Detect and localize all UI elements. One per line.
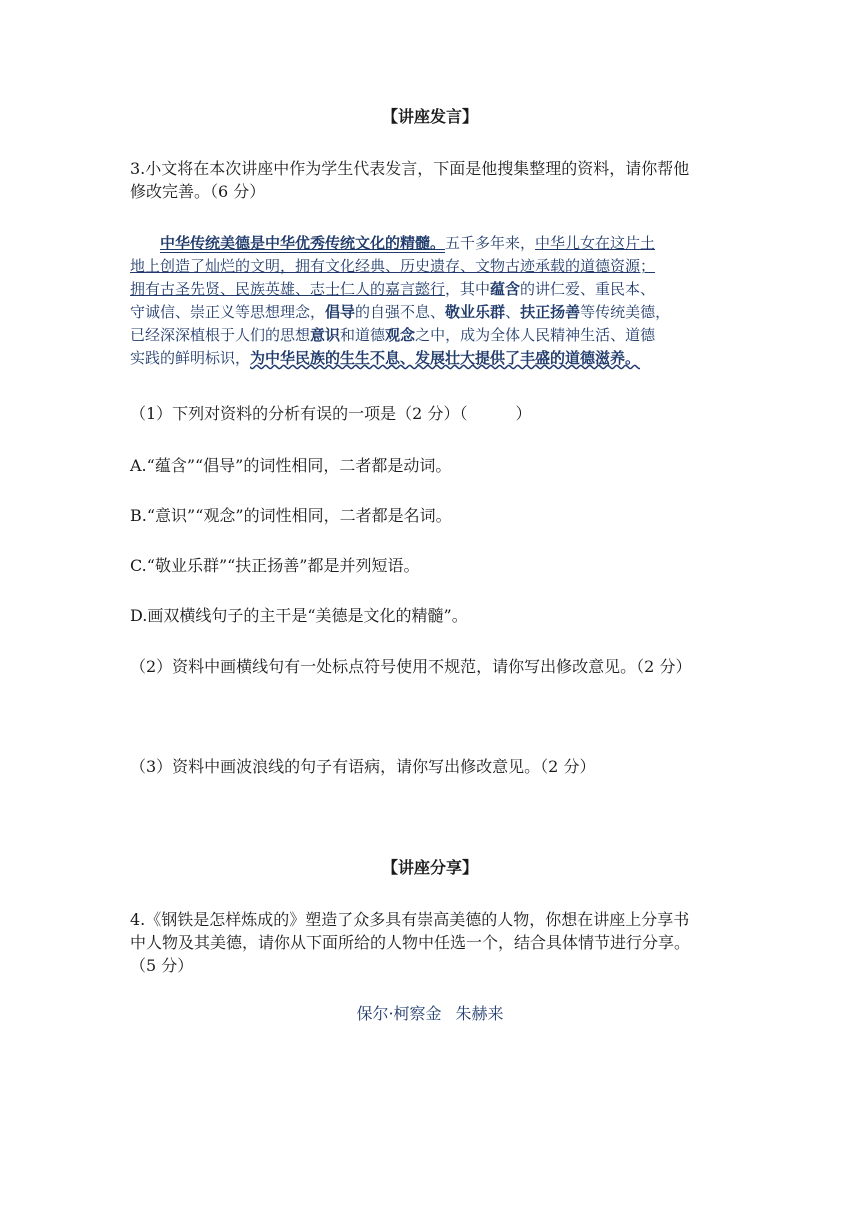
reference-passage — [130, 232, 730, 372]
option-d: D.画双横线句子的主干是“美德是文化的精髓”。 — [130, 606, 468, 625]
double-underlined-sentence: 中华传统美德是中华优秀传统文化的精髓。 — [160, 234, 446, 252]
option-a: A.“蕴含”“倡导”的词性相同，二者都是动词。 — [130, 456, 452, 475]
question-4-line-2: 中人物及其美德，请你从下面所给的人物中任选一个，结合具体情节进行分享。 — [130, 933, 691, 952]
character-paul-korchagin: 保尔·柯察金 — [356, 1004, 442, 1023]
option-c: C.“敬业乐群”“扶正扬善”都是并列短语。 — [130, 556, 420, 575]
word-guannian: 观念 — [385, 326, 416, 344]
word-changdao: 倡导 — [325, 303, 356, 321]
question-3-1: （1）下列对资料的分析有误的一项是（2 分）（ ） — [130, 404, 532, 423]
passage-line-4: 守诚信、崇正义等思想理念，倡导的自强不息、敬业乐群、扶正扬善等传统美德， — [130, 303, 671, 321]
word-yishi: 意识 — [310, 326, 341, 344]
passage-line-2: 地上创造了灿烂的文明，拥有文化经典、历史遗存、文物古迹承载的道德资源； — [130, 257, 656, 275]
phrase-jingye-lequn: 敬业乐群 — [445, 303, 506, 321]
question-3-3: （3）资料中画波浪线的句子有语病，请你写出修改意见。（2 分） — [130, 757, 596, 776]
underlined-sentence: 中华儿女在这片土 — [535, 234, 656, 252]
word-yunhan: 蕴含 — [490, 280, 521, 298]
passage-line-3: 拥有古圣先贤、民族英雄、志士仁人的嘉言懿行，其中蕴含的讲仁爱、重民本、 — [130, 280, 656, 298]
section-heading-lecture-share: 【讲座分享】 — [381, 858, 478, 877]
option-b: B.“意识”“观念”的词性相同，二者都是名词。 — [130, 506, 452, 525]
question-4-line-3: （5 分） — [130, 956, 194, 975]
character-options — [0, 1003, 860, 1025]
passage-line-1: 中华传统美德是中华优秀传统文化的精髓。五千多年来，中华儿女在这片土 — [160, 234, 656, 252]
section-heading-lecture-speech: 【讲座发言】 — [381, 107, 478, 126]
character-zhukhrai: 朱赫来 — [455, 1004, 504, 1023]
question-3-line-2: 修改完善。（6 分） — [130, 182, 266, 201]
question-3-line-1: 3.小文将在本次讲座中作为学生代表发言，下面是他搜集整理的资料，请你帮他 — [130, 159, 690, 178]
question-4-line-1: 4.《钢铁是怎样炼成的》塑造了众多具有崇高美德的人物，你想在讲座上分享书 — [130, 910, 690, 929]
question-3-2: （2）资料中画横线句有一处标点符号使用不规范，请你写出修改意见。（2 分） — [130, 657, 692, 676]
passage-line-6: 实践的鲜明标识，为中华民族的生生不息、发展壮大提供了丰盛的道德滋养。 — [130, 349, 641, 367]
wavy-underlined-sentence: 为中华民族的生生不息、发展壮大提供了丰盛的道德滋养。 — [250, 349, 641, 367]
phrase-fuzheng-yangshan: 扶正扬善 — [520, 303, 581, 321]
passage-line-5: 已经深深植根于人们的思想意识和道德观念之中，成为全体人民精神生活、道德 — [130, 326, 656, 344]
